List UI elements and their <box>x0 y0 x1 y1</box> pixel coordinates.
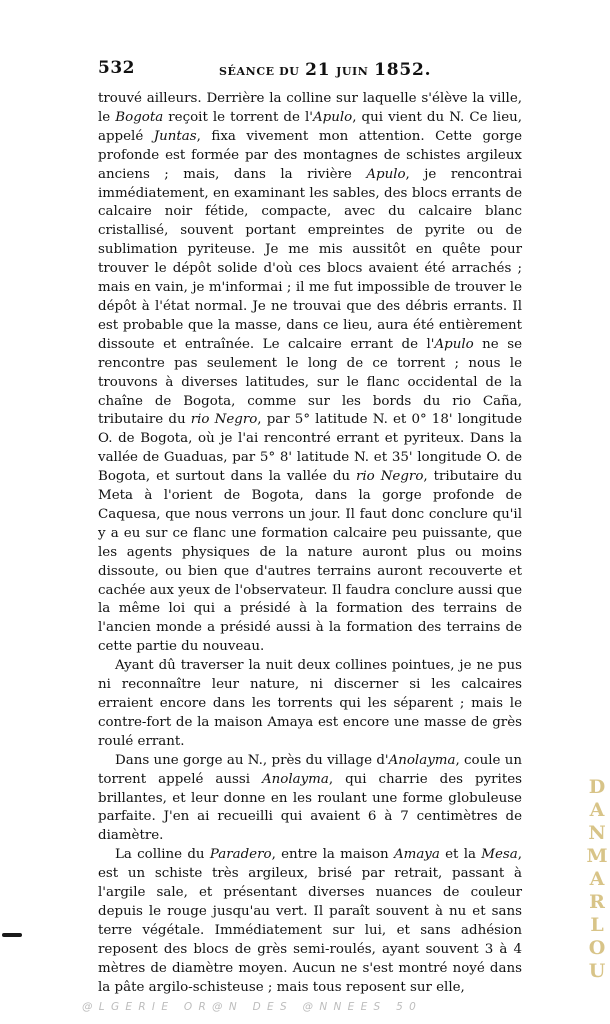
running-head-day: 21 <box>305 60 331 80</box>
text-run: , tributaire du Meta à l'orient de Bogota, dans la gorge profonde de Caquesa, que nous verrons un jour. Il faut donc conclure qu'il y a eu sur ce flanc une formation calcaire peu puissante, que les agents physiques de la nature auront plus ou moins dissoute, ou bien que d'autres terrains auront recouverte et cachée aux yeux de l'observateur. Il faudra conclure aussi que la même loi qui a présidé à la formation des terrains de l'ancien monde a présidé aussi à la formation des terrains de cette partie du nouveau. <box>98 469 522 655</box>
text-run: reçoit le torrent de l' <box>163 109 313 125</box>
italic-term: Apulo <box>312 109 353 125</box>
italic-term: rio Negro <box>190 412 258 428</box>
italic-term: Amaya <box>393 847 440 863</box>
italic-term: Juntas <box>153 128 197 144</box>
text-run: , qui charrie des pyrites brillantes, et leur donne en les roulant une forme globuleuse parfaite. J'en ai recueilli qui avaient 6 à 7 centimètres de diamètre. <box>98 771 522 844</box>
text-run: , coule un torrent appelé aussi <box>98 752 522 787</box>
text-run: , qui vient du N. Ce lieu, appelé <box>98 109 522 144</box>
text-run: , fixa vivement mon attention. Cette gorge profonde est formée par des montagnes de schistes argileux anciens ; mais, dans la rivière <box>98 128 522 182</box>
running-head-year: 1852. <box>374 60 432 80</box>
running-head-month: JUIN <box>336 65 369 78</box>
running-head <box>219 60 431 80</box>
footer-watermark: @LGERIE OR@N DES @NNEES 50 <box>82 1001 423 1013</box>
italic-term: rio Negro <box>356 469 424 485</box>
text-run: trouvé ailleurs. Derrière la colline sur laquelle s'élève la ville, le <box>98 91 522 125</box>
text-run: ne se rencontre pas seulement le long de ce torrent ; nous le trouvons à diverses latitudes, sur le flanc occidental de la chaîne de Bogota, comme sur les bords du rio Caña, tributaire du <box>98 336 523 428</box>
italic-term: Apulo <box>366 166 406 182</box>
italic-term: Apulo <box>434 336 474 352</box>
paragraph <box>98 657 522 752</box>
italic-term: Anolayma <box>262 771 329 787</box>
paragraph <box>98 846 522 997</box>
paragraph <box>98 752 522 847</box>
text-run: Ayant dû traverser la nuit deux collines pointues, je ne pus ni reconnaître leur nature, ni discerner si les calcaires erraient encore dans les torrents qui les séparent ; mais le contre-fort de la maison Amaya est encore une masse de grès roulé errant. <box>98 658 522 749</box>
text-run: et la <box>439 847 482 863</box>
italic-term: Anolayma <box>388 752 456 768</box>
page-header <box>98 58 522 84</box>
running-head-seance: SÉANCE DU <box>219 65 300 78</box>
italic-term: Bogota <box>115 109 164 125</box>
text-run: Dans une gorge au N., près du village d' <box>115 752 389 768</box>
text-run: La colline du <box>115 847 210 863</box>
sidebar-stamp: DANMARLOU <box>586 775 608 983</box>
text-run: , par 5° latitude N. et 0° 18' longitude O. de Bogota, où je l'ai rencontré errant et pyriteux. Dans la vallée de Guaduas, par 5° 8' latitude N. et 35' longitude O. de Bogota, et surtout dans la vallée du <box>98 412 522 485</box>
page-number: 532 <box>98 58 135 78</box>
margin-edge-mark <box>2 933 22 937</box>
body-text <box>98 90 522 998</box>
text-run: , est un schiste très argileux, brisé par retrait, passant à l'argile sale, et présentant diverses nuances de couleur depuis le rouge jusqu'au vert. Il paraît souvent à nu et sans terre végétale. Immédiatement sur lui, et sans adhésion reposent des blocs de grès semi-roulés, ayant souvent 3 à 4 mètres de diamètre moyen. Aucun ne s'est montré noyé dans la pâte argilo-schisteuse ; mais tous reposent sur elle, <box>98 847 522 995</box>
text-run: , je rencontrai immédiatement, en examinant les sables, des blocs errants de calcaire noir fétide, compacte, avec du calcaire blanc cristallisé, souvent portant empreintes de pyrite ou de sublimation pyriteuse. Je me mis aussitôt en quête pour trouver le dépôt solide d'où ces blocs avaient été arrachés ; mais en vain, je m'informai ; il me fut impossible de trouver le dépôt à l'état normal. Je ne trouvai que des débris errants. Il est probable que la masse, dans ce lieu, aura été entièrement dissoute et entraînée. Le calcaire errant de l' <box>98 166 522 352</box>
italic-term: Mesa <box>481 847 518 863</box>
text-run: , entre la maison <box>271 847 394 863</box>
paragraph <box>98 90 522 657</box>
italic-term: Paradero <box>209 847 272 863</box>
